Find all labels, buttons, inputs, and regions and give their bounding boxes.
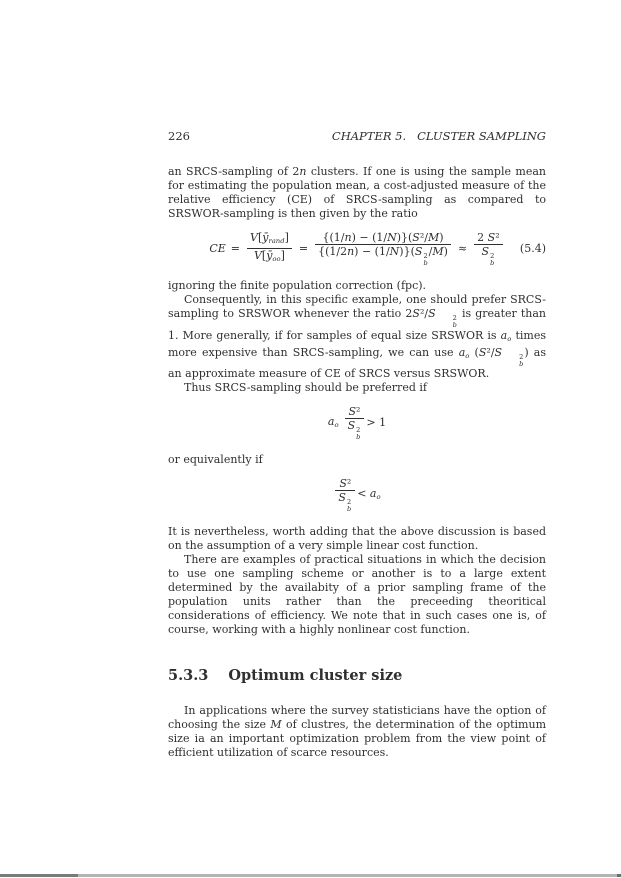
running-title: CHAPTER 5. CLUSTER SAMPLING: [331, 129, 546, 143]
horizontal-scrollbar-thumb[interactable]: [0, 874, 78, 877]
fraction-numerator: S²: [339, 477, 352, 491]
fraction-numerator: $V[ȳ_{rand}]$: [250, 231, 289, 246]
paragraph-consequently: Consequently, in this specific example, one should prefer SRCS-sampling to SRSWOR whenever the ratio 2S²/S 2 b is greater than 1. More generally, if for samples of equal size SRSWOR is $a_o$ times more expensive than SRCS-sampling, we can use $a_o$ (S²/S 2 b ) as an approximate measure of CE of SRCS versus SRSWOR.: [168, 292, 546, 381]
paragraph-fpc: ignoring the finite population correction (fpc).: [168, 278, 427, 292]
fraction-result: [474, 231, 502, 267]
section-title: Optimum cluster size: [228, 667, 403, 685]
horizontal-scrollbar-track[interactable]: [0, 874, 621, 877]
equation-equivalent: [168, 477, 546, 513]
relation-greater-than-one: > 1: [366, 416, 387, 430]
paragraph-equivalently: or equivalently if: [168, 453, 263, 467]
paragraph-applications: In applications where the survey statisticians have the option of choosing the size M of clustres, the determination of the optimum size ia an important optimization problem from the view point of efficient utilization of scarce resources.: [168, 704, 546, 760]
equation-5-4: [168, 231, 546, 267]
fraction-denominator: $V[ȳ_{oo}]$: [247, 248, 292, 266]
paragraph-thus: Thus SRCS-sampling should be preferred if: [184, 381, 427, 395]
equation-preferred: [168, 405, 546, 441]
fraction-s-ratio: [345, 405, 365, 441]
section-heading: [168, 667, 546, 684]
eq-lhs-ce: CE: [209, 241, 226, 255]
equals-sign: =: [298, 241, 309, 255]
coefficient-a-o: $a_o$: [327, 414, 339, 429]
paragraph-nevertheless: It is nevertheless, worth adding that the above discussion is based on the assumption of a very simple linear cost function.: [168, 525, 546, 553]
scrollbar-right-cap: [617, 874, 621, 877]
fraction-expanded: [315, 231, 451, 267]
fraction-denominator: S 2 b: [335, 490, 355, 513]
paragraph-examples: There are examples of practical situations in which the decision to use one sampling scheme or another is to a large extent determined by the availabity of a prior sampling frame of the population units rather than the preceeding theoritical considerations of efficiency. We note that in such cases one is, of course, working with a highly nonlinear cost function.: [168, 553, 546, 637]
fraction-denominator: S 2 b: [345, 418, 365, 441]
relation-less-than-a-o: < $a_o$: [357, 486, 381, 501]
fraction-numerator: S²: [348, 405, 361, 419]
fraction-variance-ratio: [247, 231, 292, 266]
text-block: [168, 129, 546, 760]
equals-sign: =: [230, 241, 241, 255]
approx-sign: ≈: [457, 241, 468, 255]
equation-number: (5.4): [519, 241, 546, 255]
equation-preferred-body: [328, 405, 386, 441]
fraction-denominator: {(1/2n) − (1/N)}(S 2 b /M): [315, 244, 451, 267]
fraction-denominator: S 2 b: [474, 244, 502, 267]
section-number: 5.3.3: [168, 667, 209, 685]
page-number: 226: [168, 129, 190, 143]
fraction-numerator: 2 S²: [477, 231, 500, 244]
fraction-s-ratio: [335, 477, 355, 513]
equation-equivalent-body: [333, 477, 380, 513]
running-header: [168, 129, 546, 143]
fraction-numerator: {(1/n) − (1/N)}(S²/M): [322, 231, 444, 244]
paragraph-intro: an SRCS-sampling of 2n clusters. If one is using the sample mean for estimating the population mean, a cost-adjusted measure of the relative efficiency (CE) of SRCS-sampling as compared to SRSWOR-sampling is then given by the ratio: [168, 165, 546, 220]
equation-5-4-body: [209, 231, 504, 267]
